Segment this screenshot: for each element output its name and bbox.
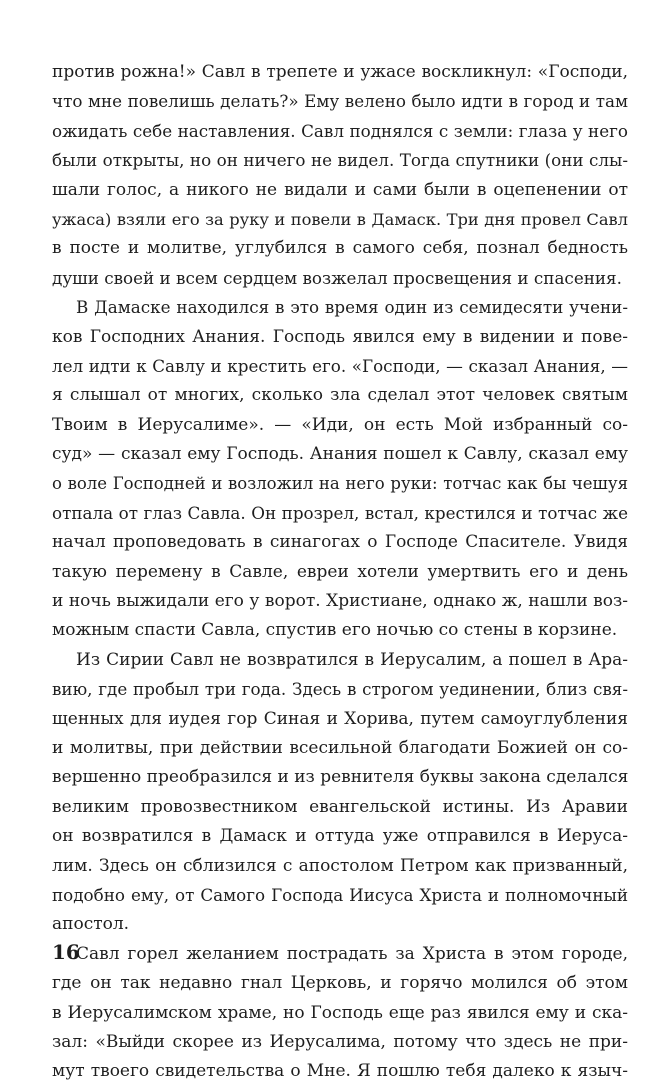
text-line: можным спасти Савла, спустив его ночью со стены в корзине. <box>52 620 618 641</box>
page-text <box>52 58 628 1087</box>
paragraph-1 <box>52 58 628 293</box>
text-line: что мне повелишь делать?» Ему велено было идти в город и там <box>52 91 628 112</box>
text-line: такую перемену в Савле, евреи хотели умертвить его и день <box>52 561 628 582</box>
text-line: против рожна!» Савл в трепете и ужасе воскликнул: «Господи, <box>52 62 628 82</box>
text-line: щенных для иудея гор Синая и Хорива, путем самоуглубления <box>52 708 628 729</box>
text-line: где он так недавно гнал Церковь, и горячо молился об этом <box>52 973 628 994</box>
text-line: лим. Здесь он сблизился с апостолом Петром как призванный, <box>52 855 628 876</box>
text-line: в Иерусалимском храме, но Господь еще раз явился ему и ска- <box>52 1002 628 1023</box>
text-line: шали голос, а никого не видали и сами были в оцепенении от <box>52 179 628 200</box>
text-line: и молитвы, при действии всесильной благодати Божией он со- <box>52 737 628 758</box>
text-line: я слышал от многих, сколько зла сделал этот человек святым <box>52 385 628 406</box>
text-line: вершенно преобразился и из ревнителя буквы закона сделался <box>52 767 628 788</box>
text-line: ожидать себе наставления. Савл поднялся с земли: глаза у него <box>52 120 628 141</box>
text-line: он возвратился в Дамаск и оттуда уже отправился в Иеруса- <box>52 826 628 847</box>
text-line: были открыты, но он ничего не видел. Тогда спутники (они слы- <box>52 150 628 171</box>
text-line: отпала от глаз Савла. Он прозрел, встал, крестился и тотчас же <box>52 502 628 523</box>
text-line: вию, где пробыл три года. Здесь в строгом уединении, близ свя- <box>52 679 628 700</box>
text-line: мут твоего свидетельства о Мне. Я пошлю тебя далеко к языч- <box>52 1061 628 1082</box>
text-line: зал: «Выйди скорее из Иерусалима, потому что здесь не при- <box>52 1031 628 1052</box>
text-line: души своей и всем сердцем возжелал просвещения и спасения. <box>52 267 622 288</box>
text-line: Твоим в Иерусалиме». — «Иди, он есть Мой избранный со- <box>52 414 628 435</box>
paragraph-4 <box>52 940 628 1087</box>
text-line: начал проповедовать в синагогах о Господе Спасителе. Увидя <box>52 532 628 553</box>
text-line: ков Господних Анания. Господь явился ему в видении и пове- <box>52 326 628 347</box>
page-number: 16 <box>52 940 80 964</box>
text-line: подобно ему, от Самого Господа Иисуса Христа и полномочный <box>52 884 628 905</box>
text-line: апостол. <box>52 914 130 935</box>
text-line: Из Сирии Савл не возвратился в Иерусалим, а пошел в Ара- <box>76 649 628 670</box>
text-line: в посте и молитве, углубился в самого себя, познал бедность <box>52 238 628 259</box>
text-line: Савл горел желанием пострадать за Христа в этом городе, <box>76 943 628 964</box>
text-line: и ночь выжидали его у ворот. Христиане, однако ж, нашли воз- <box>52 591 628 612</box>
text-line: суд» — сказал ему Господь. Анания пошел к Савлу, сказал ему <box>52 444 628 465</box>
text-line: о воле Господней и возложил на него руки: тотчас как бы чешуя <box>52 474 628 494</box>
paragraph-3 <box>52 646 628 940</box>
paragraph-2 <box>52 293 628 646</box>
text-line: В Дамаске находился в это время один из семидесяти учени- <box>76 297 628 318</box>
text-line: великим провозвестником евангельской истины. Из Аравии <box>52 796 628 817</box>
text-line: ужаса) взяли его за руку и повели в Дамаск. Три дня провел Савл <box>52 209 628 229</box>
text-line: лел идти к Савлу и крестить его. «Господи, — сказал Анания, — <box>52 355 628 376</box>
